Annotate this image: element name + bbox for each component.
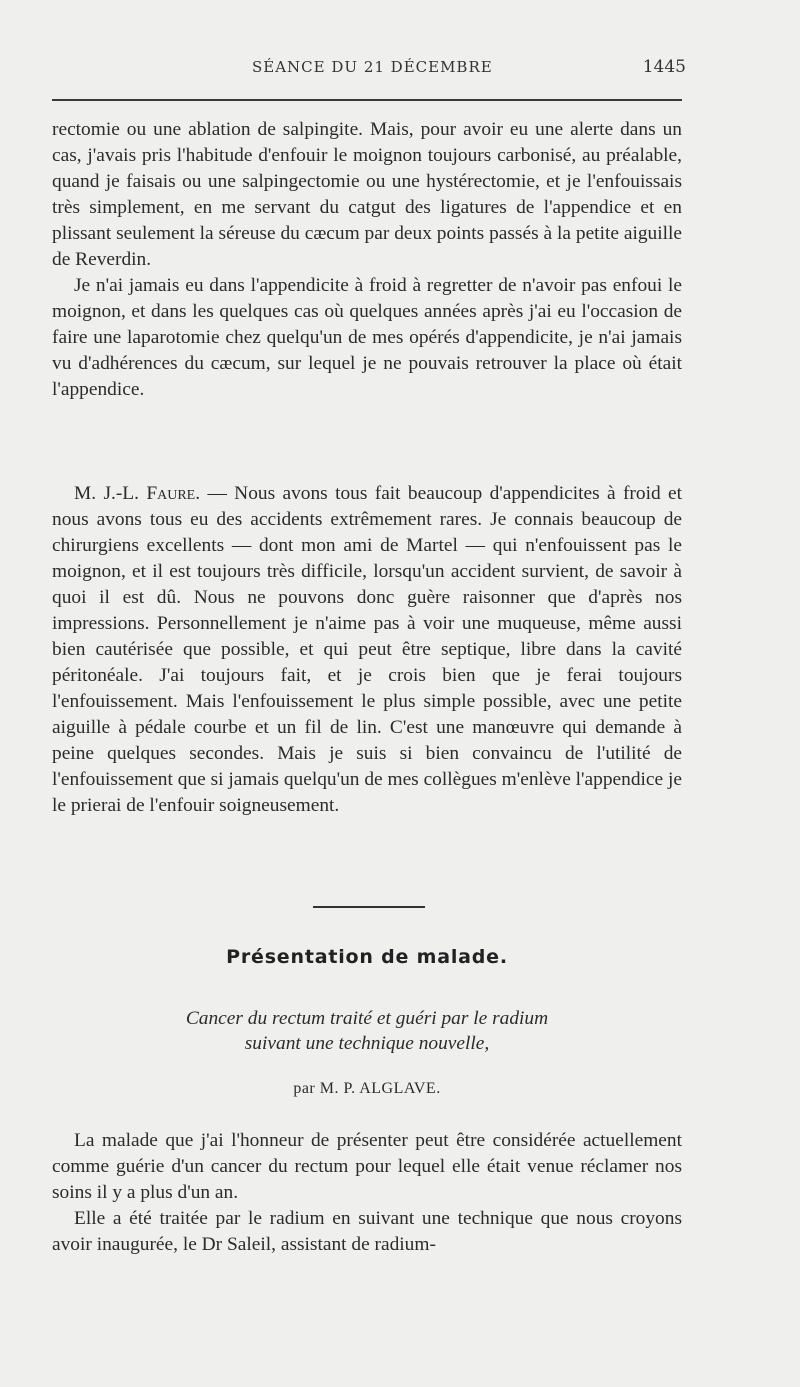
- author-byline: par M. P. ALGLAVE.: [293, 1080, 441, 1097]
- faure-text: . — Nous avons tous fait beaucoup d'appendicites à froid et nous avons tous eu des accidents extrêmement rares. Je connais beaucoup de chirurgiens excellents — dont mon ami de Martel — qui n'enfouissent pas le moignon, et il est toujours très difficile, lorsqu'un accident survient, de savoir à quoi il est dû. Nous ne pouvons donc guère raisonner que d'après nos impressions. Personnellement je n'aime pas à voir une muqueuse, même aussi bien cautérisée que possible, et qui peut être septique, libre dans la cavité péritonéale. J'ai toujours fait, et je crois bien que je ferai toujours l'enfouissement. Mais l'enfouissement le plus simple possible, avec une petite aiguille à pédale courbe et un fil de lin. C'est une manœuvre qui demande à peine quelques secondes. Mais je suis si bien convaincu de l'utilité de l'enfouissement que si jamais quelqu'un de mes collègues m'enlève l'appendice je le prierai de l'enfouir soigneusement.: [52, 483, 683, 816]
- speaker-name: Faure: [146, 483, 196, 504]
- header-rule: [52, 99, 682, 101]
- running-header: [52, 57, 686, 82]
- running-title: SÉANCE DU 21 DÉCEMBRE: [252, 58, 493, 76]
- case-presentation: [52, 1128, 682, 1258]
- speaker-prefix: M. J.-L.: [74, 483, 147, 504]
- faure-paragraph: [52, 481, 682, 819]
- page-number: 1445: [642, 57, 686, 77]
- subtitle-line-1: Cancer du rectum traité et guéri par le radium: [185, 1008, 549, 1029]
- case-paragraph-1: La malade que j'ai l'honneur de présenter peut être considérée actuellement comme guérie d'un cancer du rectum pour lequel elle était venue réclamer nos soins il y a plus d'un an.: [52, 1130, 682, 1203]
- paragraph-appendicite: Je n'ai jamais eu dans l'appendicite à froid à regretter de n'avoir pas enfoui le moignon, et dans les quelques cas où quelques années après j'ai eu l'occasion de faire une laparotomie chez quelqu'un de mes opérés d'appendicite, je n'ai jamais vu d'adhérences du cæcum, sur lequel je ne pouvais retrouver la place où était l'appendice.: [52, 275, 682, 400]
- discussion-paragraphs-1: [52, 117, 682, 403]
- section-heading: Présentation de malade.: [226, 946, 508, 968]
- paragraph-continuation: rectomie ou une ablation de salpingite. Mais, pour avoir eu une alerte dans un cas, j'avais pris l'habitude d'enfouir le moignon toujours carbonisé, au préalable, quand je faisais ou une salpingectomie ou une hystérectomie, et je l'enfouissais très simplement, en me servant du catgut des ligatures de l'appendice et en plissant seulement la séreuse du cæcum par deux points passés à la petite aiguille de Reverdin.: [52, 119, 682, 270]
- article-subtitle: [52, 1006, 682, 1056]
- section-separator: [313, 906, 425, 908]
- subtitle-line-2: suivant une technique nouvelle,: [244, 1033, 490, 1054]
- faure-remarks: [52, 481, 682, 819]
- case-paragraph-2: Elle a été traitée par le radium en suivant une technique que nous croyons avoir inaugurée, le Dr Saleil, assistant de radium-: [52, 1208, 682, 1255]
